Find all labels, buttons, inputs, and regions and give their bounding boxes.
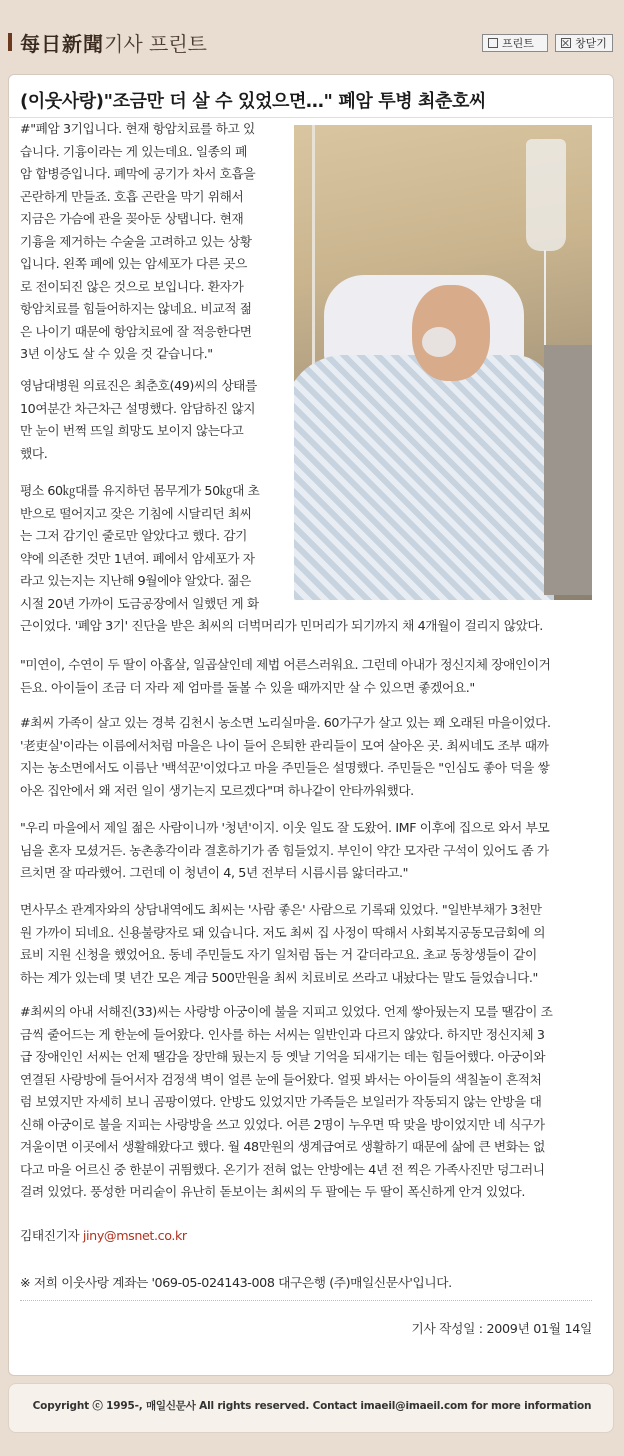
text-line: 겨울이면 이곳에서 생활해왔다고 했다. 월 48만원의 생계급여로 생활하기 때문에 삶에 큰 변화는 없 xyxy=(20,1139,545,1154)
text-line: 3년 이상도 살 수 있을 것 같습니다." xyxy=(20,346,213,361)
text-line: 습니다. 기흉이라는 게 있는데요. 일종의 폐 xyxy=(20,143,247,159)
text-line: 항암치료를 힘들어하지는 않네요. 비교적 젊 xyxy=(20,301,252,316)
brand-logo xyxy=(20,28,207,57)
text-line: #최씨 가족이 살고 있는 경북 김천시 농소면 노리실마을. 60가구가 살고 있는 꽤 오래된 마을이었다. xyxy=(20,715,551,730)
text-line: 암 합병증입니다. 폐막에 공기가 차서 호흡을 xyxy=(20,166,256,181)
text-line: '老吏실'이라는 이름에서처럼 마을은 나이 들어 은퇴한 관리들이 모여 살아온 곳. 최씨네도 조부 때까 xyxy=(20,737,549,753)
text-line: 님을 혼자 모셨거든. 농촌총각이라 결혼하기가 좀 힘들었지. 부인이 약간 모자란 구석이 있어도 좀 가 xyxy=(20,842,549,858)
paragraph-4 xyxy=(20,654,610,699)
text-line: 면사무소 관계자와의 상담내역에도 최씨는 '사람 좋은' 사람으로 기록돼 있었다. "일반부채가 3천만 xyxy=(20,902,542,917)
brand-subtitle: 기사 프린트 xyxy=(104,32,207,56)
text-line: "우리 마을에서 제일 젊은 사람이니까 '청년'이지. 이웃 일도 잘 도왔어. IMF 이후에 집으로 와서 부모 xyxy=(20,820,550,835)
text-line: 다고 마을 어르신 중 한분이 귀띔했다. 온기가 전혀 없는 안방에는 4년 전 찍은 가족사진만 덩그러니 xyxy=(20,1161,545,1177)
text-line: 시절 20년 가까이 도금공장에서 일했던 게 화 xyxy=(20,595,259,611)
text-line: 평소 60㎏대를 유지하던 몸무게가 50㎏대 초 xyxy=(20,483,260,498)
article-date: 기사 작성일 : 2009년 01월 14일 xyxy=(411,1321,592,1336)
byline-email-link[interactable]: jiny@msnet.co.kr xyxy=(82,1228,187,1243)
text-line: 든요. 아이들이 조금 더 자라 제 엄마를 돌볼 수 있을 때까지만 살 수 있으면 좋겠어요." xyxy=(20,679,475,695)
text-line: 걸려 있었다. 풍성한 머리숱이 유난히 돋보이는 최씨의 두 팔에는 두 딸이 폭신하게 안겨 있었다. xyxy=(20,1184,526,1199)
paragraph-5 xyxy=(20,712,610,802)
text-line: 는 그저 감기인 줄로만 알았다고 했다. 감기 xyxy=(20,528,247,543)
text-line: 만 눈이 번쩍 뜨일 희망도 보이지 않는다고 xyxy=(20,423,244,438)
paragraph-8 xyxy=(20,1001,610,1204)
text-line: #"폐암 3기입니다. 현재 항암치료를 하고 있 xyxy=(20,121,255,136)
text-line: 곤란하게 만들죠. 호흡 곤란을 막기 위해서 xyxy=(20,188,244,204)
text-line: 로 전이되진 않은 것으로 보입니다. 환자가 xyxy=(20,278,244,294)
text-line: 연결된 사랑방에 들어서자 검정색 벽이 얼른 눈에 들어왔다. 얼핏 봐서는 아이들의 색칠놀이 흔적처 xyxy=(20,1071,542,1087)
text-line: 원 가까이 되네요. 신용불량자로 돼 있습니다. 저도 최씨 집 사정이 딱해서 사회복지공동모금회에 의 xyxy=(20,924,546,940)
text-line: 르치면 잘 따라했어. 그런데 이 청년이 4, 5년 전부터 시름시름 앓더라고." xyxy=(20,865,409,880)
text-line: 10여분간 차근차근 설명했다. 암담하진 않지 xyxy=(20,400,256,416)
paragraph-3 xyxy=(20,480,610,638)
text-line: 럼 보였지만 자세히 보니 곰팡이였다. 안방도 있었지만 가족들은 보일러가 작동되지 않는 안방을 대 xyxy=(20,1094,542,1109)
paragraph-6 xyxy=(20,817,610,885)
footer-copyright: Copyright ⓒ 1995-, 매일신문사 All rights reserved. Contact imaeil@imaeil.com for more information xyxy=(32,1400,592,1412)
oxygen-mask xyxy=(422,327,456,357)
text-line: 반으로 떨어지고 잦은 기침에 시달리던 최씨 xyxy=(20,505,252,521)
text-line: #최씨의 아내 서해진(33)씨는 사랑방 아궁이에 불을 지피고 있었다. 언제 쌓아뒀는지 모를 땔감이 조 xyxy=(20,1004,553,1019)
text-line: 기흉을 제거하는 수술을 고려하고 있는 상황 xyxy=(20,233,252,249)
text-line: 라고 있는지는 지난해 9월에야 알았다. 젊은 xyxy=(20,573,252,588)
text-line: 급 장애인인 서씨는 언제 땔감을 장만해 뒀는지 등 옛날 기억을 되새기는 데는 힘들어했다. 아궁이와 xyxy=(20,1049,546,1064)
paragraph-7 xyxy=(20,899,610,989)
print-button-label: 프린트 xyxy=(502,37,534,50)
byline-name: 김태진기자 xyxy=(20,1228,83,1243)
text-line: 지는 농소면에서도 이름난 '백석꾼'이었다고 마을 주민들은 설명했다. 주민들은 "인심도 좋아 덕을 쌓 xyxy=(20,760,550,775)
text-line: 입니다. 왼쪽 폐에 있는 암세포가 다른 곳으 xyxy=(20,256,247,271)
iv-bag xyxy=(526,139,566,251)
brand-logo-text: 每日新聞 xyxy=(20,32,104,56)
article-title: (이웃사랑)"조금만 더 살 수 있었으면…" 폐암 투병 최춘호씨 xyxy=(20,91,487,112)
paragraph-2 xyxy=(20,375,286,465)
byline xyxy=(20,1225,610,1248)
close-icon xyxy=(561,38,571,48)
text-line: 영남대병원 의료진은 최춘호(49)씨의 상태를 xyxy=(20,378,257,393)
dotted-divider xyxy=(20,1300,592,1301)
brand-accent-bar xyxy=(8,33,12,51)
text-line: 하는 계가 있는데 몇 년간 모은 계금 500만원을 최씨 치료비로 쓰라고 내놨다는 말도 들었습니다." xyxy=(20,969,538,985)
text-line: 했다. xyxy=(20,445,48,461)
print-header xyxy=(0,0,624,70)
close-button-label: 창닫기 xyxy=(575,37,607,50)
text-line: 근이었다. '폐암 3기' 진단을 받은 최씨의 더벅머리가 민머리가 되기까지 채 4개월이 걸리지 않았다. xyxy=(20,618,543,633)
text-line: 금씩 줄어드는 게 한눈에 들어왔다. 인사를 하는 서씨는 일반인과 다르지 않았다. 하지만 정신지체 3 xyxy=(20,1026,545,1042)
close-window-button[interactable] xyxy=(555,34,613,52)
text-line: 지금은 가슴에 관을 꽂아둔 상탭니다. 현재 xyxy=(20,211,244,226)
print-button[interactable] xyxy=(482,34,548,52)
printer-icon xyxy=(488,38,498,48)
text-line: 료비 지원 신청을 했었어요. 동네 주민들도 자기 일처럼 돕는 거 같더라고요. 초교 동창생들이 같이 xyxy=(20,947,537,962)
text-line: 은 나이기 때문에 항암치료에 잘 적응한다면 xyxy=(20,323,252,339)
text-line: 아온 집안에서 왜 저런 일이 생기는지 모르겠다"며 하나같이 안타까워했다. xyxy=(20,782,414,798)
paragraph-1 xyxy=(20,118,286,366)
text-line: "미연이, 수연이 두 딸이 아홉살, 일곱살인데 제법 어른스러워요. 그런데 아내가 정신지체 장애인이거 xyxy=(20,657,551,672)
account-note: ※ 저희 이웃사랑 계좌는 '069-05-024143-008 대구은행 (주)매일신문사'입니다. xyxy=(20,1275,452,1290)
text-line: 신해 아궁이로 불을 지피는 사랑방을 쓰고 있었다. 어른 2명이 누우면 딱 맞을 방이었지만 네 식구가 xyxy=(20,1116,545,1132)
text-line: 약에 의존한 것만 1년여. 폐에서 암세포가 자 xyxy=(20,550,255,566)
